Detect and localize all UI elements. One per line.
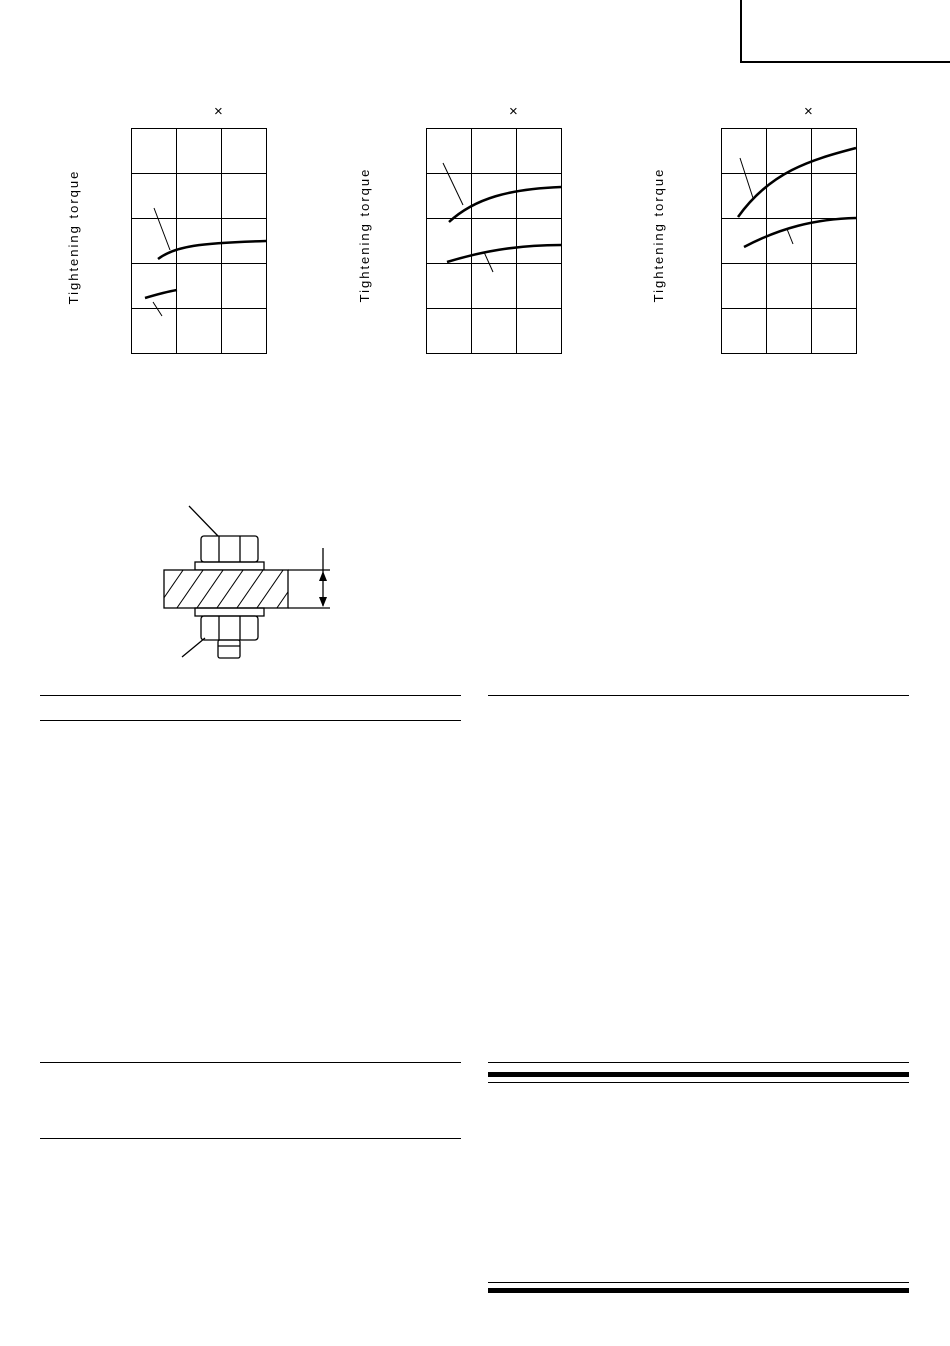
- y-axis-label-2: Tightening torque: [357, 167, 372, 303]
- bolt-tip: [218, 640, 240, 658]
- rule-right-3: [488, 1082, 909, 1083]
- multiplier-symbol-3: ×: [804, 103, 813, 120]
- y-axis-label-3: Tightening torque: [651, 167, 666, 303]
- thick-rule-right-top: [488, 1072, 909, 1077]
- bolt-head: [201, 536, 258, 562]
- rule-left-1: [40, 695, 461, 696]
- multiplier-symbol-2: ×: [509, 103, 518, 120]
- nut-leader: [182, 638, 205, 657]
- rule-right-1: [488, 695, 909, 696]
- bolt-head-leader: [189, 506, 218, 536]
- thick-rule-right-bottom: [488, 1288, 909, 1293]
- rule-left-4: [40, 1138, 461, 1139]
- rule-right-4: [488, 1282, 909, 1283]
- rule-left-2: [40, 720, 461, 721]
- nut: [201, 616, 258, 640]
- multiplier-symbol-1: ×: [214, 103, 223, 120]
- rule-right-2: [488, 1062, 909, 1063]
- lower-washer: [195, 608, 264, 616]
- upper-washer: [195, 562, 264, 570]
- rule-left-3: [40, 1062, 461, 1063]
- y-axis-label-1: Tightening torque: [66, 169, 81, 305]
